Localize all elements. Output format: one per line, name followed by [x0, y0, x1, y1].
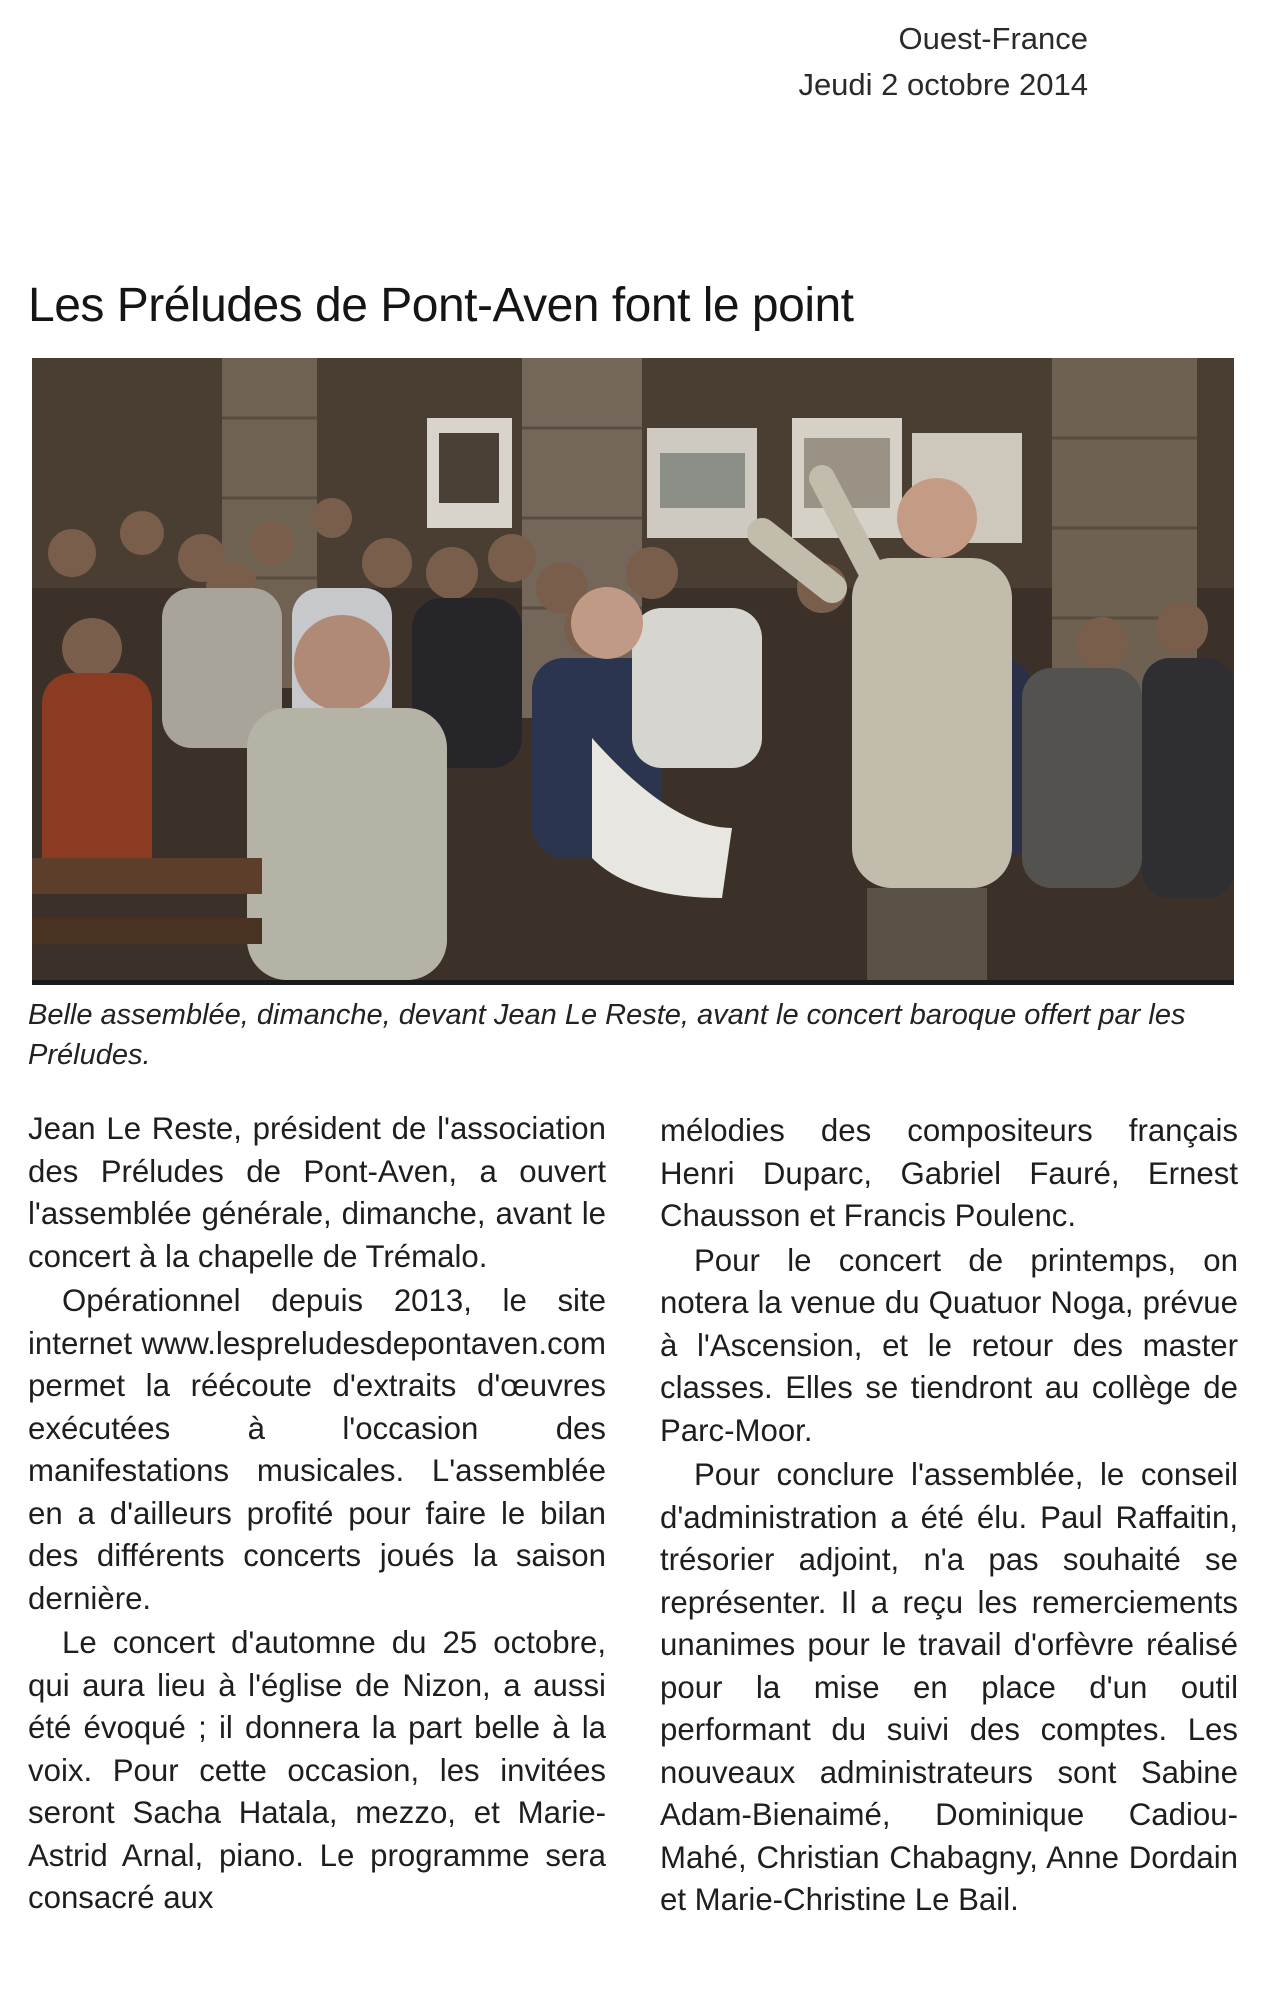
article-title: Les Préludes de Pont-Aven font le point [28, 279, 854, 332]
masthead [798, 16, 1088, 108]
photo-caption: Belle assemblée, dimanche, devant Jean Le Reste, avant le concert baroque offert par les Préludes. [28, 999, 1186, 1071]
newspaper-name: Ouest-France [898, 21, 1088, 56]
publication-date: Jeudi 2 octobre 2014 [798, 67, 1088, 102]
paragraph: Jean Le Reste, président de l'association des Préludes de Pont-Aven, a ouvert l'assemblée générale, dimanche, avant le concert à la chapelle de Trémalo. [28, 1111, 606, 1274]
article-column-left [28, 1108, 606, 1922]
paragraph: Opérationnel depuis 2013, le site internet www.lespreludesdepontaven.com permet la réécoute d'extraits d'œuvres exécutées à l'occasion des manifestations musicales. L'assemblée en a d'ailleurs profité pour faire le bilan des différents concerts joués la saison dernière. [28, 1283, 606, 1616]
audience-photo-icon [32, 358, 1234, 980]
article-photo [32, 358, 1234, 985]
paragraph: Pour conclure l'assemblée, le conseil d'administration a été élu. Paul Raffaitin, trésorier adjoint, n'a pas souhaité se représenter. Il a reçu les remerciements unanimes pour le travail d'orfèvre réalisé pour la mise en place d'un outil performant du suivi des comptes. Les nouveaux administrateurs sont Sabine Adam-Bienaimé, Dominique Cadiou-Mahé, Christian Chabagny, Anne Dordain et Marie-Christine Le Bail. [660, 1457, 1238, 1917]
paragraph: Pour le concert de printemps, on notera la venue du Quatuor Noga, prévue à l'Ascension, et le retour des master classes. Elles se tiendront au collège de Parc-Moor. [660, 1242, 1238, 1448]
paragraph: Le concert d'automne du 25 octobre, qui aura lieu à l'église de Nizon, a aussi été évoqué ; il donnera la part belle à la voix. Pour cette occasion, les invitées seront Sacha Hatala, mezzo, et Marie-Astrid Arnal, piano. Le programme sera consacré aux [28, 1625, 606, 1915]
article-column-right [660, 1110, 1238, 1924]
paragraph: mélodies des compositeurs français Henri Duparc, Gabriel Fauré, Ernest Chausson et Francis Poulenc. [660, 1113, 1238, 1233]
